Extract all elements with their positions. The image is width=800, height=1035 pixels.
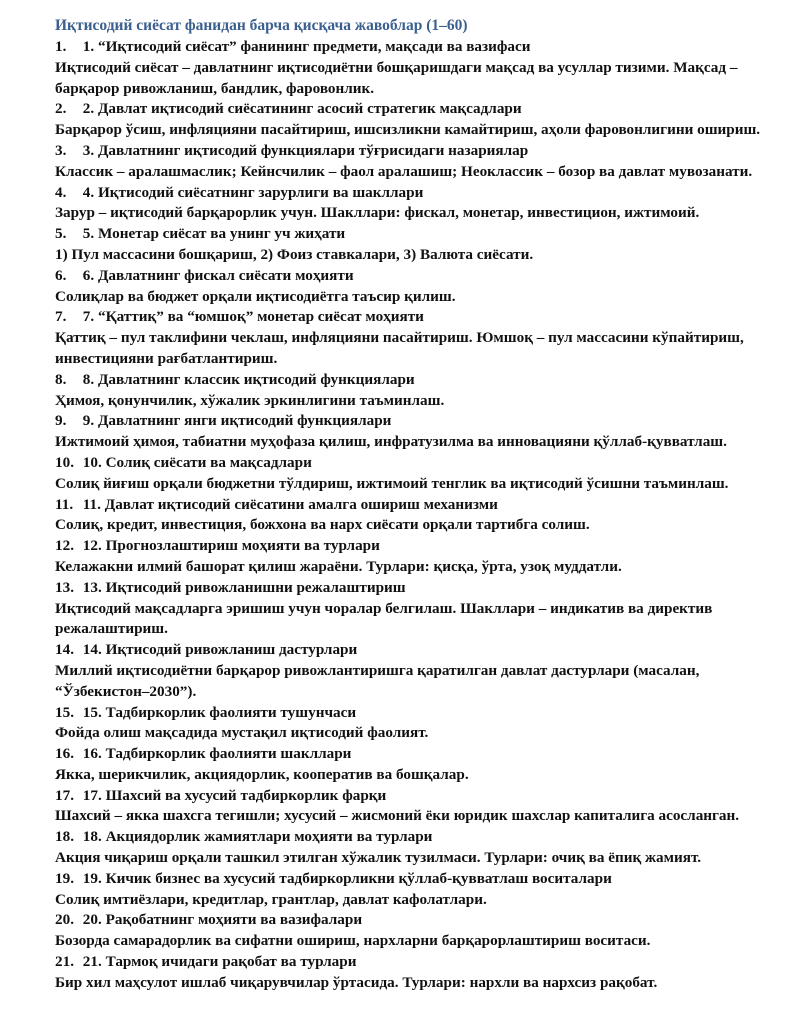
question-number: 17. [55, 786, 74, 804]
question-text: 21. Тармоқ ичидаги рақобат ва турлари [82, 953, 357, 971]
qa-item [55, 266, 780, 308]
question-number: 11. [55, 495, 74, 513]
question-heading [55, 910, 780, 931]
question-number: 10. [55, 453, 74, 471]
answer-text: Солиқ имтиёзлари, кредитлар, грантлар, давлат кафолатлари. [55, 890, 487, 908]
qa-item [55, 141, 780, 183]
question-number: 16. [55, 745, 74, 763]
answer-text: Ижтимоий ҳимоя, табиатни муҳофаза қилиш, инфратузилма ва инновацияни қўллаб-қувватлаш. [55, 433, 727, 451]
answer-text: Миллий иқтисодиётни барқарор ривожлантиришга қаратилган давлат дастурлари (масалан, “Ўзбекистон–2030”). [55, 661, 700, 700]
question-heading [55, 141, 780, 162]
qa-item [55, 536, 780, 578]
qa-item [55, 744, 780, 786]
question-heading [55, 99, 780, 120]
question-text: 3. Давлатнинг иқтисодий функциялари тўғрисидаги назариялар [82, 141, 529, 159]
question-heading [55, 786, 780, 807]
answer-text: Қаттиқ – пул таклифини чеклаш, инфляцияни пасайтириш. Юмшоқ – пул массасини кўпайтириш, инвестицияни рағбатлантириш. [55, 329, 744, 367]
answer-text: Зарур – иқтисодий барқарорлик учун. Шакллари: фискал, монетар, инвестицион, ижтимоий. [55, 204, 700, 222]
qa-item [55, 578, 780, 640]
question-number: 13. [55, 578, 74, 596]
question-text: 1. “Иқтисодий сиёсат” фанининг предмети, мақсади ва вазифаси [82, 38, 531, 55]
question-number: 5. [55, 225, 67, 243]
qa-item [55, 869, 780, 911]
answer-text: Фойда олиш мақсадида мустақил иқтисодий фаолият. [55, 724, 429, 742]
question-heading [55, 183, 780, 204]
question-text: 11. Давлат иқтисодий сиёсатини амалга ошириш механизми [82, 495, 498, 513]
qa-item [55, 307, 780, 369]
question-number: 9. [55, 412, 67, 430]
qa-item [55, 99, 780, 141]
question-text: 18. Акциядорлик жамиятлари моҳияти ва турлари [82, 828, 433, 846]
question-number: 6. [55, 266, 67, 284]
qa-item [55, 495, 780, 537]
question-text: 4. Иқтисодий сиёсатнинг зарурлиги ва шакллари [82, 183, 424, 201]
answer-text: Солиқлар ва бюджет орқали иқтисодиётга таъсир қилиш. [55, 287, 456, 305]
question-heading [55, 869, 780, 890]
answer-text: Бозорда самарадорлик ва сифатни ошириш, нархларни барқарорлаштириш воситаси. [55, 932, 651, 950]
question-heading [55, 453, 780, 474]
qa-item [55, 37, 780, 99]
question-text: 12. Прогнозлаштириш моҳияти ва турлари [82, 537, 380, 555]
question-number: 19. [55, 869, 74, 887]
question-number: 3. [55, 141, 67, 159]
question-heading [55, 536, 780, 557]
answer-text: Иқтисодий мақсадларга эришиш учун чоралар белгилаш. Шакллари – индикатив ва директив режалаштириш. [55, 599, 713, 638]
qa-item [55, 453, 780, 495]
qa-item [55, 224, 780, 266]
question-text: 19. Кичик бизнес ва хусусий тадбиркорликни қўллаб-қувватлаш воситалари [82, 869, 612, 887]
question-number: 8. [55, 370, 67, 388]
question-number: 15. [55, 703, 74, 721]
question-text: 15. Тадбиркорлик фаолияти тушунчаси [82, 703, 357, 721]
answer-text: Классик – аралашмаслик; Кейнсчилик – фаол аралашиш; Неоклассик – бозор ва давлат мувозанати. [55, 162, 753, 180]
qa-item [55, 910, 780, 952]
question-heading [55, 744, 780, 765]
question-text: 14. Иқтисодий ривожланиш дастурлари [82, 641, 358, 659]
answer-text: Солиқ, кредит, инвестиция, божхона ва нарх сиёсати орқали тартибга солиш. [55, 516, 590, 534]
question-number: 1. [55, 38, 67, 55]
question-number: 21. [55, 953, 74, 971]
qa-item [55, 411, 780, 453]
question-text: 6. Давлатнинг фискал сиёсати моҳияти [82, 266, 354, 284]
question-text: 20. Рақобатнинг моҳияти ва вазифалари [82, 911, 363, 929]
answer-text: Бир хил маҳсулот ишлаб чиқарувчилар ўртасида. Турлари: нархли ва нархсиз рақобат. [55, 973, 658, 991]
question-text: 17. Шахсий ва хусусий тадбиркорлик фарқи [82, 786, 387, 804]
question-heading [55, 703, 780, 724]
question-heading [55, 952, 780, 973]
question-text: 9. Давлатнинг янги иқтисодий функциялари [82, 412, 392, 430]
question-heading [55, 37, 780, 58]
question-text: 7. “Қаттиқ” ва “юмшоқ” монетар сиёсат моҳияти [82, 308, 424, 326]
question-text: 10. Солиқ сиёсати ва мақсадлари [82, 453, 312, 471]
qa-item [55, 827, 780, 869]
answer-text: Келажакни илмий башорат қилиш жараёни. Турлари: қисқа, ўрта, узоқ муддатли. [55, 557, 622, 575]
qa-item [55, 183, 780, 225]
qa-item [55, 786, 780, 828]
question-heading [55, 495, 780, 516]
question-text: 5. Монетар сиёсат ва унинг уч жиҳати [82, 225, 346, 243]
qa-item [55, 952, 780, 994]
answer-text: Иқтисодий сиёсат – давлатнинг иқтисодиётни бошқаришдаги мақсад ва усуллар тизими. Мақсад – барқарор ривожланиш, бандлик, фаровонлик. [55, 58, 738, 97]
qa-item [55, 703, 780, 745]
question-text: 13. Иқтисодий ривожланишни режалаштириш [82, 578, 406, 596]
question-text: 16. Тадбиркорлик фаолияти шакллари [82, 745, 352, 763]
qa-item [55, 370, 780, 412]
question-number: 14. [55, 641, 74, 659]
answer-text: Барқарор ўсиш, инфляцияни пасайтириш, ишсизликни камайтириш, аҳоли фаровонлигини ошириш. [55, 121, 761, 139]
answer-text: Якка, шерикчилик, акциядорлик, кооператив ва бошқалар. [55, 765, 469, 783]
question-number: 4. [55, 183, 67, 201]
question-heading [55, 266, 780, 287]
question-text: 8. Давлатнинг классик иқтисодий функциялари [82, 370, 415, 388]
question-number: 2. [55, 100, 67, 118]
question-number: 18. [55, 828, 74, 846]
question-heading [55, 224, 780, 245]
question-number: 20. [55, 911, 74, 929]
question-heading [55, 827, 780, 848]
qa-list [55, 37, 780, 994]
question-heading [55, 640, 780, 661]
question-heading [55, 411, 780, 432]
document-title: Иқтисодий сиёсат фанидан барча қисқача жавоблар (1–60) [55, 17, 468, 34]
answer-text: 1) Пул массасини бошқариш, 2) Фоиз ставкалари, 3) Валюта сиёсати. [55, 245, 534, 263]
question-number: 12. [55, 537, 74, 555]
question-heading [55, 307, 780, 328]
question-number: 7. [55, 308, 67, 326]
answer-text: Ҳимоя, қонунчилик, хўжалик эркинлигини таъминлаш. [55, 391, 445, 409]
question-heading [55, 578, 780, 599]
question-text: 2. Давлат иқтисодий сиёсатининг асосий стратегик мақсадлари [82, 100, 522, 118]
answer-text: Акция чиқариш орқали ташкил этилган хўжалик тузилмаси. Турлари: очиқ ва ёпиқ жамият. [55, 849, 702, 867]
qa-item [55, 640, 780, 702]
question-heading [55, 370, 780, 391]
answer-text: Солиқ йиғиш орқали бюджетни тўлдириш, ижтимоий тенглик ва иқтисодий ўсишни таъминлаш. [55, 474, 729, 492]
answer-text: Шахсий – якка шахсга тегишли; хусусий – жисмоний ёки юридик шахслар капиталига асосланган. [55, 807, 740, 825]
